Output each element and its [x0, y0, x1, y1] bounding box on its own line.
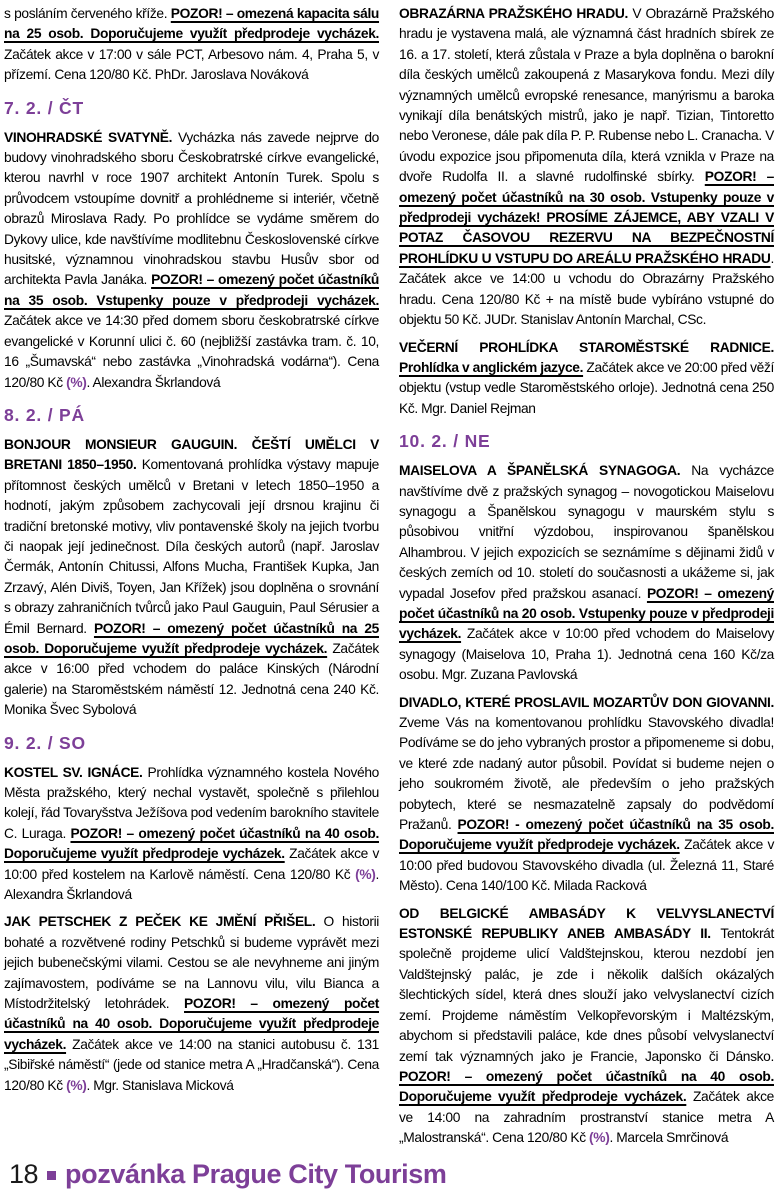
event-paragraph [399, 4, 774, 331]
body-text: Začátek akce ve 20:00 před věží objektu (vstup vedle Staroměstského orloje). Jednotná cena 250 Kč. Mgr. Daniel Rejman [399, 359, 774, 416]
body-text: Komentovaná prohlídka výstavy mapuje přítomnost českých umělců v Bretani v letech 1850–1950 a hodnotí, jakým způsobem zachycovali její drsnou krajinu či tradiční bretonské motivy, vliv pontavenské školy na jejich tvorbu či naopak její jedinečnost. Díla českých autorů (např. Jaroslav Čermák, Antonín Chitussi, Alfons Mucha, František Kupka, Jan Zrzavý, Alén Diviš, Toyen, Jan Křížek) jsou doplněna o srovnání s obrazy zahraničních tvůrců jako Paul Gauguin, Paul Sérusier a Émil Bernard. [4, 457, 379, 636]
event-paragraph [4, 912, 379, 1096]
event-paragraph [399, 338, 774, 420]
notice-text: POZOR! – omezený počet účastníků na 20 osob. Vstupenky pouze v předprodeji vycházek. [399, 585, 774, 642]
body-text: . Marcela Smrčinová [609, 1130, 729, 1146]
discount-symbol: (%) [355, 866, 376, 882]
event-title: MAISELOVA A ŠPANĚLSKÁ SYNAGOGA. [399, 463, 692, 479]
body-text: Zveme Vás na komentovanou prohlídku Stavovského divadla! Podíváme se do jeho vybraných prostor a připomeneme si dobu, ve které zde nadaný autor působil. Povídat si budeme nejen o jeho soukromém životě, ale především o jeho pražských pobytech, které se nesmazatelně zapsaly do podvědomí Pražanů. [399, 715, 774, 833]
notice-text: POZOR! – omezený počet účastníků na 35 osob. Vstupenky pouze v předprodeji vycházek. [4, 272, 379, 308]
discount-symbol: (%) [66, 1077, 87, 1093]
event-paragraph [4, 763, 379, 906]
event-paragraph [399, 904, 774, 1149]
notice-text: Prohlídka v anglickém jazyce. [399, 359, 584, 375]
event-title: DIVADLO, KTERÉ PROSLAVIL MOZARTŮV DON GIOVANNI. [399, 694, 774, 710]
notice-text: POZOR! – omezený počet účastníků na 40 osob. Doporučujeme využít předprodeje vycházek. [399, 1068, 774, 1105]
event-title: VEČERNÍ PROHLÍDKA STAROMĚSTSKÉ RADNICE. [399, 339, 774, 355]
body-text: Začátek akce ve 14:00 na stanici autobusu č. 131 „Sibiřské náměstí“ (jede od stanice metra A „Hradčanská“). Cena 120/80 Kč [4, 1036, 379, 1093]
body-text: Začátek akce v 17:00 v sále PCT, Arbesovo nám. 4, Praha 5, v přízemí. Cena 120/80 Kč. PhDr. Jaroslava Nováková [4, 46, 379, 83]
body-text: . Mgr. Stanislava Micková [86, 1077, 234, 1093]
body-text: Začátek akce v 10:00 před kostelem na Karlově náměstí. Cena 120/80 Kč [4, 846, 379, 882]
notice-text: POZOR! – omezený počet účastníků na 25 osob. Doporučujeme využít předprodeje vycházek. [4, 620, 379, 656]
body-text: V Obrazárně Pražského hradu je vystavena malá, ale významná část hradních sbírek ze 16. a 17. století, která zůstala v Praze a byla doplněna o barokní díla českých umělců zakoupená z Masarykova fondu. Mezi díly významných umělců evropské renesance, manýrismu a baroka vynikají díla benátských mistrů, jako je např. Tizian, Tintoretto nebo Veronese, dále pak díla P. P. Rubense nebo L. Cranacha. V úvodu expozice jsou připomenuta díla, která vznikla v Praze na dvoře Rudolfa II. a slavné rudolfinské sbírky. [399, 6, 774, 185]
body-text: Začátek akce v 10:00 před budovou Stavovského divadla (ul. Železná 11, Staré Město). Cena 140/100 Kč. Milada Racková [399, 837, 774, 894]
event-paragraph [399, 693, 774, 897]
event-title: VINOHRADSKÉ SVATYNĚ. [4, 129, 178, 145]
event-title: OBRAZÁRNA PRAŽSKÉHO HRADU. [399, 6, 633, 21]
discount-symbol: (%) [589, 1130, 610, 1146]
discount-symbol: (%) [66, 374, 87, 390]
event-title: BONJOUR MONSIEUR GAUGUIN. ČEŠTÍ UMĚLCI V BRETANI 1850–1950. [4, 436, 379, 473]
body-text: Vycházka nás zavede nejprve do budovy vinohradského sboru Českobratrské církve evangelické, kterou navrhl v roce 1907 architekt Antonín Turek. Spolu s průvodcem vstoupíme dovnitř a prohlédneme si interiér, včetně obrazů Miroslava Rady. Po prohlídce se vydáme směrem do Dykovy ulice, kde navštívíme modlitebnu Československé církve husitské, významnou vinohradskou stavbu Husův sbor od architekta Pavla Janáka. [4, 129, 380, 288]
event-paragraph [4, 435, 379, 721]
notice-text: POZOR! – omezený počet účastníků na 30 osob. Vstupenky pouze v předprodeji vycházek! PROSÍME ZÁJEMCE, ABY VZALI V POTAZ ČASOVOU REZERVU NA BEZPEČNOSTNÍ PROHLÍDKU U VSTUPU DO AREÁLU PRAŽSKÉHO HRADU [399, 169, 774, 266]
body-text: . Alexandra Škrlandová [86, 374, 221, 390]
date-heading: 9. 2. / SO [4, 732, 86, 753]
date-heading: 10. 2. / NE [399, 431, 491, 452]
body-text: O historii bohaté a rozvětvené rodiny Petschků si budeme vyprávět mezi jejich bubenečskými vilami. Cestou se ale nevyhneme ani jiným zajímavostem, podíváme se na Lannovu vilu, vilu Bianca a Místodržitelský letohrádek. [4, 914, 380, 1012]
body-text: . Alexandra Škrlandová [4, 866, 379, 903]
footer-title: pozvánka Prague City Tourism [65, 1159, 447, 1189]
notice-text: POZOR! – omezená kapacita sálu na 25 osob. Doporučujeme využít předprodeje vycházek. [4, 6, 380, 42]
notice-text: POZOR! – omezený počet účastníků na 40 osob. Doporučujeme využít předprodeje vycházek. [4, 996, 379, 1052]
body-text: Začátek akce ve 14:00 na zahradním prostranství stanice metra A „Malostranská“. Cena 120/80 Kč [399, 1089, 775, 1146]
body-text: Začátek akce v 16:00 před vchodem do paláce Kinských (Národní galerie) na Staroměstském náměstí 12. Jednotná cena 240 Kč. Monika Švec Sybolová [4, 640, 379, 718]
square-bullet-icon [47, 1171, 56, 1180]
text-column-left [4, 4, 379, 1103]
page-number: 18 [9, 1159, 39, 1189]
date-heading: 7. 2. / ČT [4, 97, 84, 118]
notice-text: POZOR! - omezený počet účastníků na 35 osob. Doporučujeme využít předprodeje vycházek. [399, 817, 774, 853]
event-paragraph [4, 128, 379, 393]
event-paragraph [399, 461, 774, 685]
body-text: Začátek akce v 10:00 před vchodem do Maiselovy synagogy (Maiselova 10, Praha 1). Jednotná cena 160 Kč/za osobu. Mgr. Zuzana Pavlovská [399, 626, 774, 683]
event-title: OD BELGICKÉ AMBASÁDY K VELVYSLANECTVÍ ESTONSKÉ REPUBLIKY ANEB AMBASÁDY II. [399, 905, 774, 942]
event-title: KOSTEL SV. IGNÁCE. [4, 764, 148, 780]
event-title: JAK PETSCHEK Z PEČEK KE JMĚNÍ PŘIŠEL. [4, 914, 324, 930]
body-text: Na vycházce navštívíme dvě z pražských synagog – novogotickou Maiselovu synagogu a Španělskou synagogu v maurském stylu s působivou vnitřní výzdobou, inspirovanou španělskou Alhambrou. V jejich expozicích se seznámíme s dějinami židů v českých zemích od 10. století do současnosti a ukážeme si, jak vypadal Josefov před pražskou asanací. [399, 463, 774, 601]
body-text: s posláním červeného kříže. [4, 6, 171, 21]
text-column-right [399, 4, 774, 1156]
page-footer [9, 1159, 446, 1190]
date-heading: 8. 2. / PÁ [4, 404, 85, 425]
body-text: . Začátek akce ve 14:00 u vchodu do Obrazárny Pražského hradu. Cena 120/80 Kč + na místě bude vybíráno vstupné do objektu 50 Kč. JUDr. Stanislav Antonín Marchal, CSc. [399, 250, 774, 328]
body-text: Tentokrát společně projdeme ulicí Valdštejnskou, kterou nezdobí jen Valdštejnský palác, je zde i několik dalších okázalých šlechtických sídel, která dnes slouží jako velvyslanectví cizích zemí. Projdeme náměstím Velkopřevorským i Maltézským, abychom si představili paláce, kde dnes působí velvyslanectví zemí tak významných jako je Francie, Japonsko či Dánsko. [399, 926, 774, 1064]
notice-text: POZOR! – omezený počet účastníků na 40 osob. Doporučujeme využít předprodeje vycházek. [4, 825, 379, 862]
event-paragraph [4, 4, 379, 86]
body-text: Začátek akce ve 14:30 před domem sboru českobratrské církve evangelické v Korunní ulici č. 60 (nejbližší zastávka tram. č. 10, 16 „Šumavská“ nebo zastávka „Vinohradská vodárna“). Cena 120/80 Kč [4, 313, 379, 390]
body-text: Prohlídka významného kostela Nového Města pražského, který nechal vystavět, společně s přilehlou kolejí, řád Tovaryšstva Ježíšova pod vedením barokního stavitele C. Luraga. [4, 764, 380, 841]
